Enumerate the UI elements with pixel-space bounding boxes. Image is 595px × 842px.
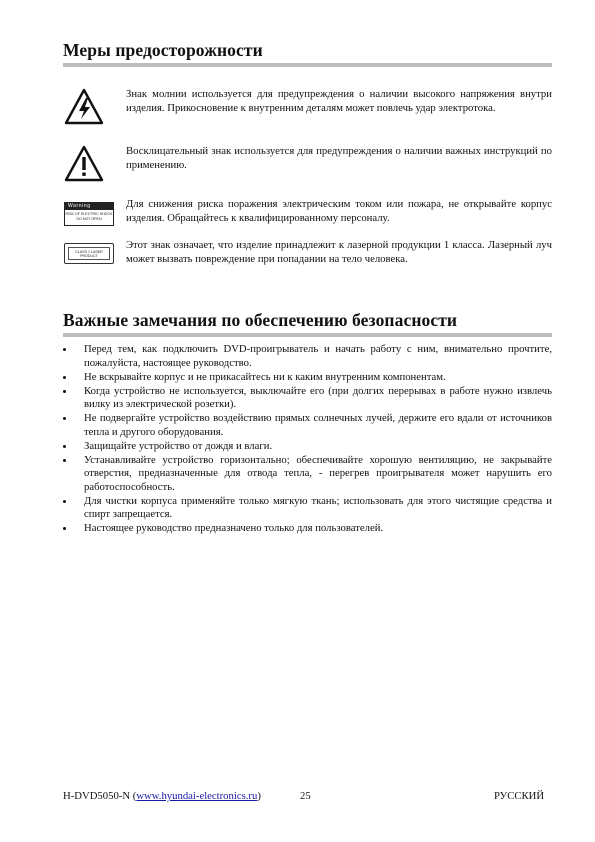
bullet-icon (63, 348, 66, 351)
bullet-icon (63, 500, 66, 503)
warning-label-icon (63, 198, 113, 238)
bullet-icon (63, 376, 66, 379)
section-divider (63, 333, 552, 337)
list-item: Перед тем, как подключить DVD-проигрыватель и начать работу с ним, внимательно прочтите, пожалуйста, настоящее руководство. (63, 343, 552, 370)
laser-product-label-icon (63, 239, 113, 279)
list-item: Не вскрывайте корпус и не прикасайтесь ни к каким внутренним компонентам. (63, 371, 552, 385)
list-item: Защищайте устройство от дождя и влаги. (63, 440, 552, 454)
exclamation-triangle-icon (63, 145, 113, 185)
warning-label-title: Warning (65, 203, 113, 210)
safety-notes-list (63, 343, 552, 536)
bullet-icon (63, 417, 66, 420)
list-item: Не подвергайте устройство воздействию прямых солнечных лучей, держите его вдали от источников тепла и другого оборудования. (63, 412, 552, 439)
footer-model: H-DVD5050-N (www.hyundai-electronics.ru) (63, 790, 261, 802)
bullet-icon (63, 459, 66, 462)
bullet-icon (63, 445, 66, 448)
warning-label-text: RISK OF ELECTRIC SHOCK DO NOT OPEN (65, 212, 113, 221)
bullet-icon (63, 390, 66, 393)
list-item: Устанавливайте устройство горизонтально; обеспечивайте хорошую вентиляцию, не закрывайте отверстия, предназначенные для отвода тепла, - перегрев проигрывателя может нарушить его работоспособность. (63, 454, 552, 495)
footer-language: РУССКИЙ (494, 790, 545, 802)
page-number: 25 (300, 790, 311, 802)
precaution-text: Восклицательный знак используется для предупреждения о наличии важных инструкций по применению. (126, 145, 552, 171)
footer-website-link[interactable]: www.hyundai-electronics.ru (136, 790, 258, 802)
precaution-text: Этот знак означает, что изделие принадлежит к лазерной продукции 1 класса. Лазерный луч может вызвать повреждение при попадании на тело человека. (126, 239, 552, 265)
section-title-precautions: Меры предосторожности (63, 40, 263, 60)
list-item: Когда устройство не используется, выключайте его (при долгих перерывах в работе нужно извлечь вилку из электрической розетки). (63, 385, 552, 412)
precaution-text: Для снижения риска поражения электрическим током или пожара, не открывайте корпус изделия. Обращайтесь к квалифицированному персоналу. (126, 198, 552, 224)
section-title-safety-notes: Важные замечания по обеспечению безопасности (63, 310, 458, 330)
lightning-triangle-icon (63, 88, 113, 128)
bullet-icon (63, 527, 66, 530)
section-divider (63, 63, 552, 67)
list-item: Для чистки корпуса применяйте только мягкую ткань; использовать для этого чистящие средства и спирт запрещается. (63, 495, 552, 522)
list-item: Настоящее руководство предназначено только для пользователей. (63, 522, 552, 536)
precaution-text: Знак молнии используется для предупреждения о наличии высокого напряжения внутри изделия. Прикосновение к внутренним деталям может повлечь удар электротока. (126, 88, 552, 114)
laser-label-text: CLASS 1 LASER PRODUCT (68, 247, 110, 260)
